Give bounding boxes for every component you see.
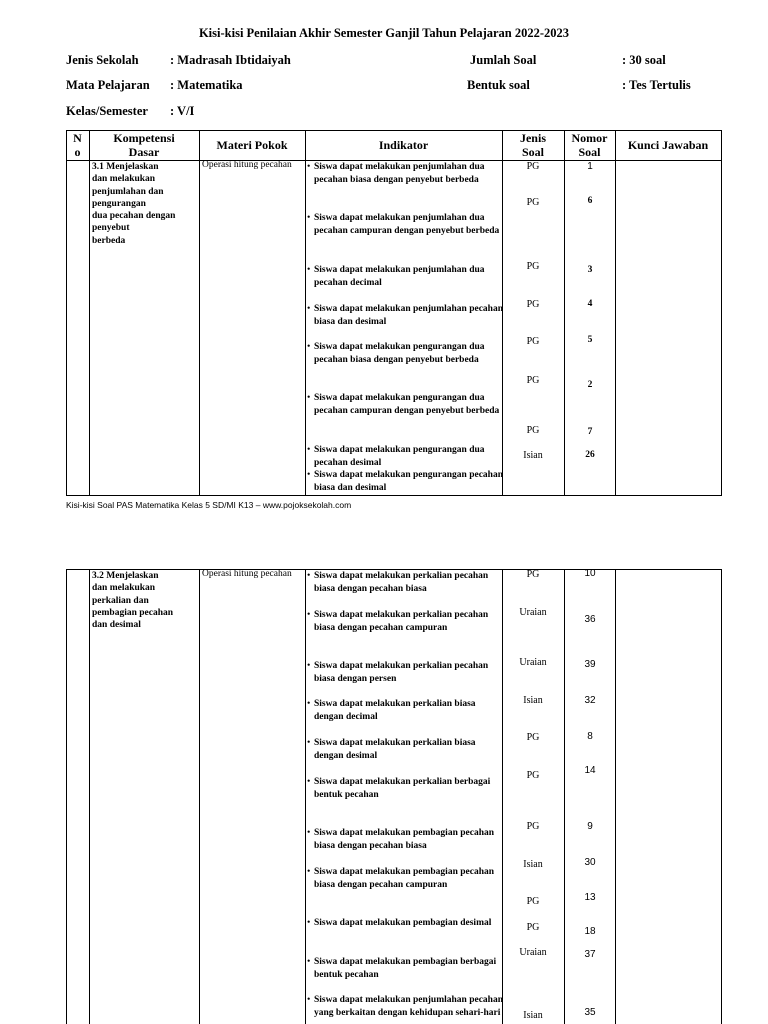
indikator-item: • Siswa dapat melakukan perkalian biasa dengan desimal <box>307 738 476 761</box>
page-footer: Kisi-kisi Soal PAS Matematika Kelas 5 SD/MI K13 – www.pojoksekolah.com <box>66 500 352 510</box>
header-indikator: Indikator <box>378 138 429 152</box>
nomor-soal: 4 <box>587 299 593 309</box>
jenis-soal: PG <box>526 375 540 386</box>
nomor-soal: 7 <box>587 427 593 437</box>
jenis-soal: PG <box>526 821 540 832</box>
mapel-label: Mata Pelajaran <box>66 78 150 92</box>
jenis-sekolah-label: Jenis Sekolah <box>66 53 139 67</box>
kelas-label: Kelas/Semester <box>66 104 148 118</box>
nomor-soal: 5 <box>587 335 593 345</box>
header-materi-pokok: Materi Pokok <box>216 138 288 152</box>
header-no: N o <box>73 131 82 159</box>
nomor-soal: 32 <box>584 695 596 706</box>
nomor-soal: 30 <box>584 857 596 868</box>
nomor-soal: 10 <box>584 568 596 579</box>
document-title: Kisi-kisi Penilaian Akhir Semester Ganjil Tahun Pelajaran 2022-2023 <box>198 26 570 40</box>
header-kunci-jawaban: Kunci Jawaban <box>627 138 709 152</box>
jenis-soal: PG <box>526 425 540 436</box>
jenis-soal: Uraian <box>519 657 547 668</box>
jenis-soal: Uraian <box>519 947 547 958</box>
indikator-item: • Siswa dapat melakukan pengurangan pecahan biasa dan desimal <box>307 470 503 493</box>
nomor-soal: 18 <box>584 926 596 937</box>
nomor-soal: 6 <box>587 196 593 206</box>
jenis-soal: PG <box>526 896 540 907</box>
nomor-soal: 8 <box>587 731 593 742</box>
nomor-soal: 37 <box>584 949 596 960</box>
jenis-soal: PG <box>526 197 540 208</box>
indikator-item: • Siswa dapat melakukan perkalian pecahan biasa dengan persen <box>307 661 489 684</box>
jenis-soal: Isian <box>523 859 543 870</box>
indikator-item: • Siswa dapat melakukan perkalian berbagai bentuk pecahan <box>307 777 491 800</box>
indikator-item: • Siswa dapat melakukan perkalian pecahan biasa dengan pecahan biasa <box>307 571 489 594</box>
bentuk-soal-value: : Tes Tertulis <box>622 78 691 92</box>
nomor-soal: 14 <box>584 765 596 776</box>
indikator-item: • Siswa dapat melakukan pengurangan dua pecahan campuran dengan penyebut berbeda <box>307 393 500 416</box>
nomor-soal: 1 <box>587 161 593 172</box>
header-jenis-soal: Jenis Soal <box>519 131 546 159</box>
jenis-soal: PG <box>526 922 540 933</box>
indikator-item: • Siswa dapat melakukan pengurangan dua pecahan desimal <box>307 445 485 468</box>
kompetensi-dasar-3-1: 3.1 Menjelaskan dan melakukan penjumlahan dan pengurangan dua pecahan dengan penyebut berbeda <box>92 162 176 246</box>
materi-pokok: Operasi hitung pecahan <box>202 160 292 170</box>
jenis-soal: Isian <box>523 450 543 461</box>
nomor-soal: 36 <box>584 614 596 625</box>
jenis-soal: PG <box>526 299 540 310</box>
jenis-sekolah-value: : Madrasah Ibtidaiyah <box>170 53 291 67</box>
nomor-soal: 13 <box>584 892 596 903</box>
nomor-soal: 39 <box>584 659 596 670</box>
header-nomor-soal: Nomor Soal <box>571 131 608 159</box>
nomor-soal: 2 <box>587 380 593 390</box>
indikator-item: • Siswa dapat melakukan penjumlahan pecahan biasa dan desimal <box>307 304 503 327</box>
header-kompetensi-dasar: Kompetensi Dasar <box>113 131 175 159</box>
indikator-item: • Siswa dapat melakukan pembagian pecahan biasa dengan pecahan campuran <box>307 867 495 890</box>
indikator-item: • Siswa dapat melakukan pembagian berbagai bentuk pecahan <box>307 957 497 980</box>
jumlah-soal-label: Jumlah Soal <box>470 53 537 67</box>
mapel-value: : Matematika <box>170 78 243 92</box>
nomor-soal: 9 <box>587 821 593 832</box>
nomor-soal: 3 <box>587 265 593 275</box>
jenis-soal: Isian <box>523 1010 543 1021</box>
jenis-soal: Isian <box>523 695 543 706</box>
indikator-item: • Siswa dapat melakukan pembagian desimal <box>307 918 492 928</box>
indikator-item: • Siswa dapat melakukan perkalian pecahan biasa dengan pecahan campuran <box>307 610 489 633</box>
materi-pokok: Operasi hitung pecahan <box>202 569 292 579</box>
jenis-soal: Uraian <box>519 607 547 618</box>
jenis-soal: PG <box>526 336 540 347</box>
kelas-value: : V/I <box>170 104 195 118</box>
indikator-item: • Siswa dapat melakukan pembagian pecahan biasa dengan pecahan biasa <box>307 828 495 851</box>
indikator-item: • Siswa dapat melakukan penjumlahan pecahan yang berkaitan dengan kehidupan sehari-hari <box>307 995 503 1018</box>
nomor-soal: 35 <box>584 1007 596 1018</box>
kompetensi-dasar-3-2: 3.2 Menjelaskan dan melakukan perkalian dan pembagian pecahan dan desimal <box>92 571 174 631</box>
nomor-soal: 26 <box>585 450 595 460</box>
jenis-soal: PG <box>526 770 540 781</box>
jumlah-soal-value: : 30 soal <box>622 53 666 67</box>
jenis-soal: PG <box>526 161 540 172</box>
jenis-soal: PG <box>526 569 540 580</box>
indikator-item: • Siswa dapat melakukan penjumlahan dua pecahan campuran dengan penyebut berbeda <box>307 213 500 236</box>
indikator-item: • Siswa dapat melakukan penjumlahan dua pecahan decimal <box>307 265 485 288</box>
jenis-soal: PG <box>526 732 540 743</box>
indikator-item: • Siswa dapat melakukan pengurangan dua pecahan biasa dengan penyebut berbeda <box>307 342 485 365</box>
jenis-soal: PG <box>526 261 540 272</box>
bentuk-soal-label: Bentuk soal <box>467 78 530 92</box>
indikator-item: • Siswa dapat melakukan perkalian biasa dengan decimal <box>307 699 476 722</box>
indikator-item: • Siswa dapat melakukan penjumlahan dua pecahan biasa dengan penyebut berbeda <box>307 162 485 185</box>
